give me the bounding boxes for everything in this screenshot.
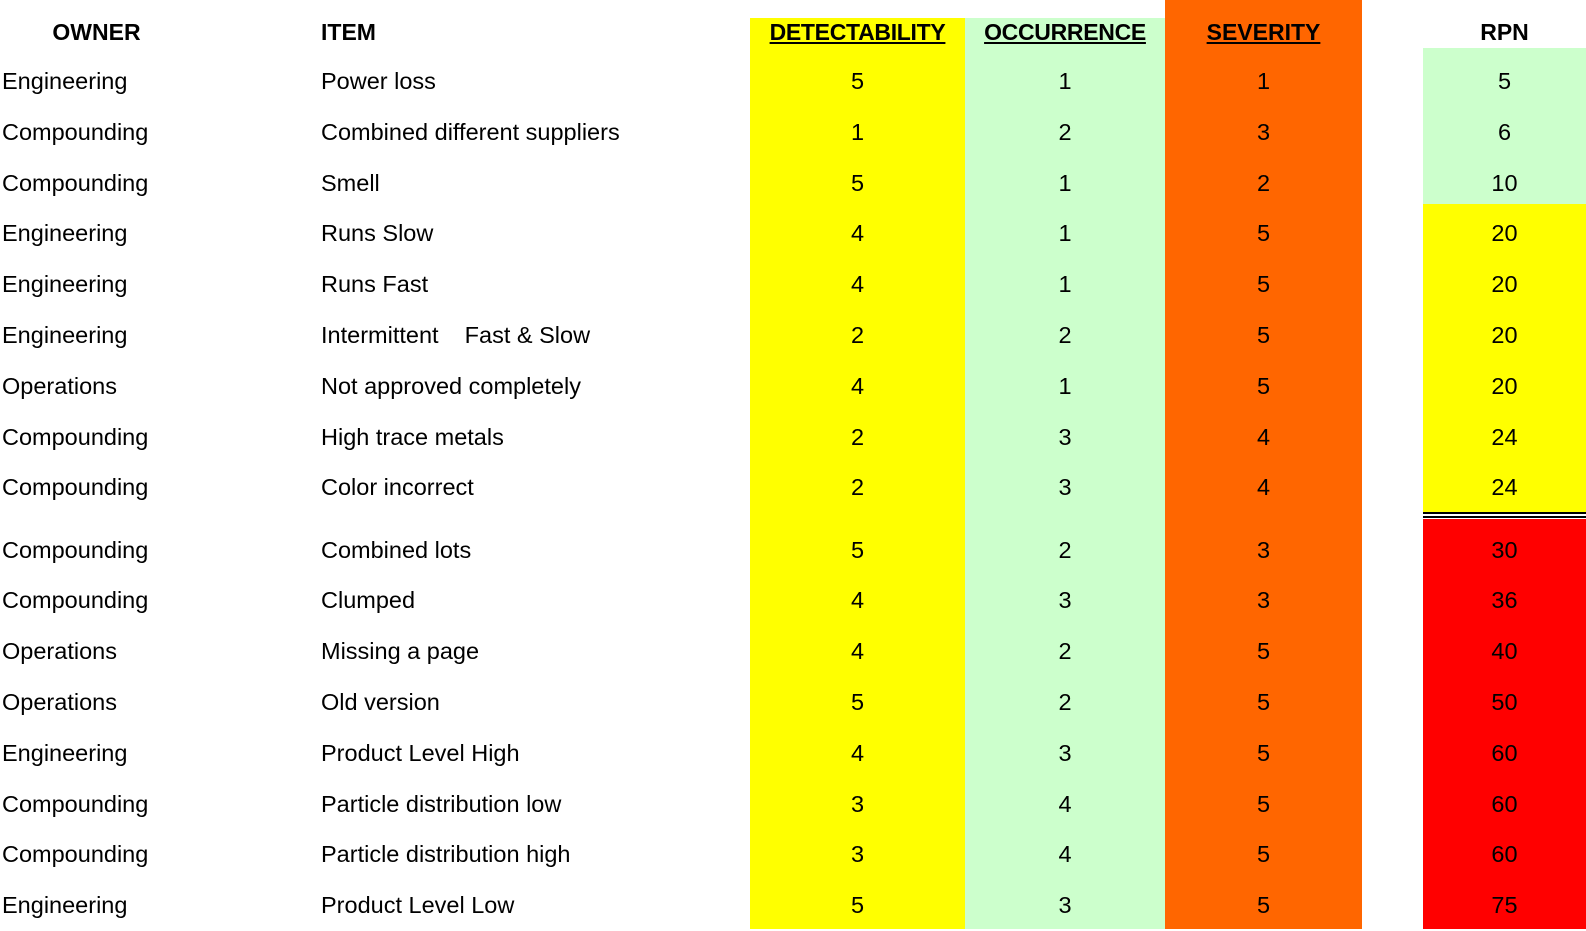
item-cell: Old version	[321, 688, 440, 715]
detectability-cell: 5	[850, 68, 865, 94]
item-cell: Not approved completely	[321, 372, 581, 399]
severity-cell: 4	[1256, 423, 1271, 450]
occurrence-cell: 2	[1058, 321, 1072, 348]
table-row	[0, 728, 1586, 779]
detectability-cell: 5	[850, 892, 865, 919]
item-cell: Intermittent Fast & Slow	[321, 321, 591, 348]
item-cell: Combined lots	[321, 537, 472, 564]
severity-cell: 3	[1256, 587, 1271, 614]
owner-cell: Compounding	[2, 118, 149, 145]
detectability-cell: 2	[850, 474, 865, 501]
rpn-cell: 20	[1491, 220, 1518, 247]
rpn-cell: 60	[1491, 790, 1518, 817]
occurrence-cell: 2	[1058, 118, 1072, 145]
detectability-cell: 4	[850, 587, 865, 614]
table-row	[0, 56, 1586, 107]
rpn-cell: 20	[1491, 372, 1518, 399]
header-severity: SEVERITY	[1206, 19, 1321, 45]
rpn-cell: 6	[1497, 118, 1512, 145]
owner-cell: Engineering	[2, 321, 128, 348]
item-cell: Product Level High	[321, 739, 520, 766]
rpn-cell: 36	[1491, 587, 1518, 614]
severity-cell: 3	[1256, 537, 1271, 564]
item-cell: Product Level Low	[321, 892, 515, 919]
table-row	[0, 208, 1586, 259]
rpn-cell: 75	[1491, 892, 1518, 919]
owner-cell: Compounding	[2, 537, 149, 564]
table-row	[0, 677, 1586, 728]
table-row	[0, 462, 1586, 518]
header-rpn: RPN	[1480, 19, 1529, 45]
header-detectability: DETECTABILITY	[769, 19, 946, 45]
rpn-cell: 30	[1491, 537, 1518, 564]
table-row	[0, 361, 1586, 412]
detectability-cell: 4	[850, 638, 865, 665]
rpn-cell: 24	[1491, 423, 1518, 450]
rpn-cell: 40	[1491, 638, 1518, 665]
owner-cell: Compounding	[2, 474, 149, 501]
severity-cell: 3	[1256, 118, 1271, 145]
severity-cell: 4	[1256, 474, 1271, 501]
item-cell: Particle distribution low	[321, 790, 562, 817]
owner-cell: Compounding	[2, 841, 149, 868]
rpn-cell: 50	[1491, 688, 1518, 715]
detectability-cell: 4	[850, 220, 865, 247]
occurrence-cell: 1	[1058, 220, 1072, 247]
owner-cell: Operations	[2, 372, 117, 399]
detectability-cell: 4	[850, 372, 865, 399]
detectability-cell: 1	[850, 118, 865, 145]
owner-cell: Operations	[2, 638, 117, 665]
header-owner: OWNER	[52, 19, 141, 45]
item-cell: Runs Fast	[321, 271, 429, 298]
owner-cell: Compounding	[2, 423, 149, 450]
detectability-cell: 2	[850, 321, 865, 348]
severity-cell: 5	[1256, 790, 1271, 817]
owner-cell: Engineering	[2, 68, 128, 94]
owner-cell: Engineering	[2, 892, 128, 919]
detectability-cell: 4	[850, 739, 865, 766]
severity-cell: 5	[1256, 688, 1271, 715]
detectability-cell: 3	[850, 841, 865, 868]
table-row	[0, 626, 1586, 677]
occurrence-cell: 1	[1058, 271, 1072, 298]
occurrence-cell: 4	[1058, 790, 1072, 817]
fmea-table-body	[0, 56, 1586, 931]
table-row	[0, 518, 1586, 575]
occurrence-cell: 4	[1058, 841, 1072, 868]
item-cell: Combined different suppliers	[321, 118, 620, 145]
occurrence-cell: 2	[1058, 688, 1072, 715]
detectability-cell: 5	[850, 169, 865, 196]
owner-cell: Engineering	[2, 271, 128, 298]
severity-cell: 2	[1256, 169, 1271, 196]
header-item: ITEM	[321, 19, 376, 45]
detectability-cell: 5	[850, 537, 865, 564]
item-cell: High trace metals	[321, 423, 504, 450]
header-occurrence: OCCURRENCE	[984, 19, 1146, 45]
detectability-cell: 4	[850, 271, 865, 298]
owner-cell: Engineering	[2, 220, 128, 247]
occurrence-cell: 3	[1058, 587, 1072, 614]
rpn-cell: 10	[1491, 169, 1518, 196]
table-row	[0, 829, 1586, 880]
owner-cell: Engineering	[2, 739, 128, 766]
rpn-cell: 60	[1491, 841, 1518, 868]
severity-cell: 5	[1256, 841, 1271, 868]
item-cell: Runs Slow	[321, 220, 434, 247]
table-row	[0, 412, 1586, 463]
item-cell: Particle distribution high	[321, 841, 571, 868]
item-cell: Missing a page	[321, 638, 480, 665]
owner-cell: Compounding	[2, 587, 149, 614]
rpn-cell: 5	[1497, 68, 1512, 94]
occurrence-cell: 1	[1058, 372, 1072, 399]
rpn-cell: 20	[1491, 271, 1518, 298]
owner-cell: Operations	[2, 688, 117, 715]
owner-cell: Compounding	[2, 790, 149, 817]
severity-cell: 5	[1256, 220, 1271, 247]
table-row	[0, 107, 1586, 158]
severity-cell: 5	[1256, 372, 1271, 399]
occurrence-cell: 2	[1058, 537, 1072, 564]
item-cell: Power loss	[321, 68, 436, 94]
severity-cell: 5	[1256, 638, 1271, 665]
rpn-cell: 60	[1491, 739, 1518, 766]
detectability-cell: 5	[850, 688, 865, 715]
owner-cell: Compounding	[2, 169, 149, 196]
table-row	[0, 158, 1586, 209]
occurrence-cell: 3	[1058, 474, 1072, 501]
occurrence-cell: 1	[1058, 169, 1072, 196]
table-row	[0, 259, 1586, 310]
severity-cell: 1	[1256, 68, 1271, 94]
detectability-cell: 3	[850, 790, 865, 817]
item-cell: Smell	[321, 169, 380, 196]
table-row	[0, 575, 1586, 626]
rpn-cell: 24	[1491, 474, 1518, 501]
occurrence-cell: 3	[1058, 892, 1072, 919]
occurrence-cell: 3	[1058, 739, 1072, 766]
table-row	[0, 779, 1586, 830]
detectability-cell: 2	[850, 423, 865, 450]
table-row	[0, 880, 1586, 931]
item-cell: Clumped	[321, 587, 416, 614]
table-row	[0, 310, 1586, 361]
severity-cell: 5	[1256, 271, 1271, 298]
rpn-cell: 20	[1491, 321, 1518, 348]
occurrence-cell: 1	[1058, 68, 1072, 94]
severity-cell: 5	[1256, 892, 1271, 919]
item-cell: Color incorrect	[321, 474, 474, 501]
severity-cell: 5	[1256, 739, 1271, 766]
severity-cell: 5	[1256, 321, 1271, 348]
occurrence-cell: 3	[1058, 423, 1072, 450]
occurrence-cell: 2	[1058, 638, 1072, 665]
